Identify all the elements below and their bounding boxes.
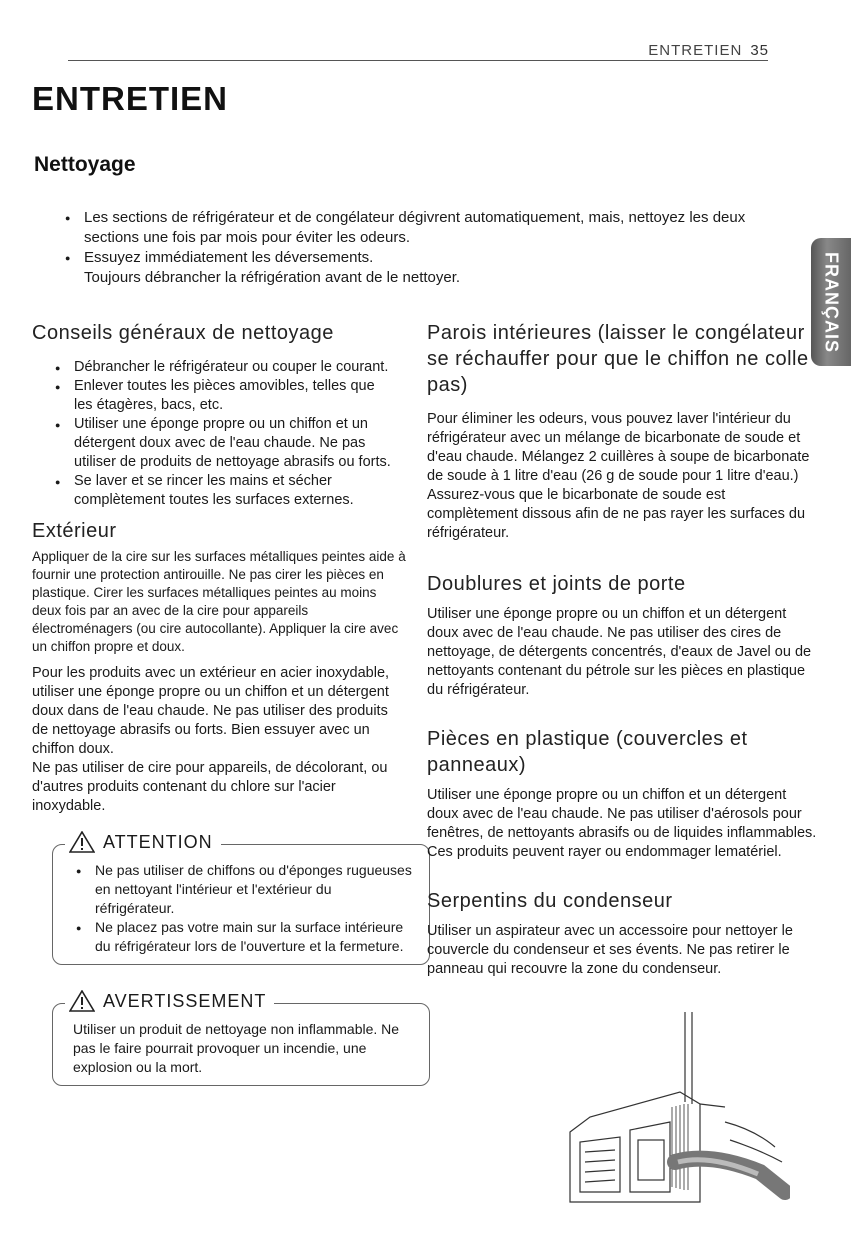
condenser-cleaning-illustration <box>560 1012 790 1212</box>
attention-box <box>52 831 430 965</box>
intro-block <box>62 208 782 303</box>
general-tip: ● Se laver et se rincer les mains et sécher complètement toutes les surfaces externes. <box>52 472 392 510</box>
warning-text: Utiliser un produit de nettoyage non inflammable. Ne pas le faire pourrait provoquer un incendie, une explosion ou la mort. <box>73 1021 400 1075</box>
left-column <box>32 320 412 1086</box>
intro-bullet: ● Essuyez immédiatement les déversements. <box>62 248 782 268</box>
section-subtitle: Nettoyage <box>34 153 136 176</box>
attention-title <box>65 831 221 853</box>
header-rule <box>68 60 768 61</box>
running-header-section: ENTRETIEN <box>648 42 743 59</box>
attention-list <box>73 861 413 956</box>
general-tips-list <box>52 358 392 510</box>
interior-walls-text: Pour éliminer les odeurs, vous pouvez laver l'intérieur du réfrigérateur avec un mélange de bicarbonate de soude et d'eau chaude. Mélangez 2 cuillères à soupe de bicarbonate de soude à 1 litre d'eau (26 g de soude pour 1 litre d'eau.) Assurez-vous que le bicarbonate de soude est complètement dissous afin de ne pas rayer les surfaces du réfrigérateur. <box>427 411 810 541</box>
interior-walls-heading: Parois intérieures (laisser le congélateur se réchauffer pour que le chiffon ne colle pas) <box>427 322 809 396</box>
condenser-coils-heading: Serpentins du condenseur <box>427 890 673 912</box>
general-tip: ● Utiliser une éponge propre ou un chiffon et un détergent doux avec de l'eau chaude. Ne pas utiliser de produits de nettoyage abrasifs ou forts. <box>52 415 392 472</box>
door-gaskets-text: Utiliser une éponge propre ou un chiffon et un détergent doux avec de l'eau chaude. Ne pas utiliser des cires de nettoyage, de détergents concentrés, d'eaux de Javel ou de nettoyants contenant du pétrole sur les pièces en plastique du réfrigérateur. <box>427 606 812 698</box>
exterior-heading: Extérieur <box>32 520 117 542</box>
warning-box <box>52 990 430 1086</box>
exterior-paragraph-1: Appliquer de la cire sur les surfaces métalliques peintes aide à fournir une protection antirouille. Ne pas cirer les pièces en plastique. Cirer les surfaces métalliques peintes au moins deux fois par an avec de la cire pour appareils électroménagers (ou cire autocollante). Appliquer la cire avec un chiffon propre et doux. <box>32 549 406 654</box>
plastic-parts-heading: Pièces en plastique (couvercles et panneaux) <box>427 728 748 776</box>
warning-label: AVERTISSEMENT <box>103 990 267 1011</box>
exterior-paragraph-3: Ne pas utiliser de cire pour appareils, de décolorant, ou d'autres produits contenant du chlore sur l'acier inoxydable. <box>32 760 388 814</box>
page-title: ENTRETIEN <box>32 80 229 117</box>
running-header <box>648 42 769 59</box>
attention-label: ATTENTION <box>103 831 213 852</box>
general-tip: ● Débrancher le réfrigérateur ou couper le courant. <box>52 358 392 377</box>
plastic-parts-text: Utiliser une éponge propre ou un chiffon et un détergent doux avec de l'eau chaude. Ne pas utiliser d'aérosols pour fenêtres, de nettoyants abrasifs ou de liquides inflammables. Ces produits peuvent rayer ou endommager lematériel. <box>427 787 817 860</box>
intro-bullets <box>62 208 782 268</box>
warning-triangle-icon <box>69 831 95 853</box>
condenser-coils-text: Utiliser un aspirateur avec un accessoire pour nettoyer le couvercle du condenseur et ses évents. Ne pas retirer le panneau qui recouvre la zone du condenseur. <box>427 923 793 977</box>
attention-item: ● Ne placez pas votre main sur la surface intérieure du réfrigérateur lors de l'ouverture et la fermeture. <box>73 918 413 956</box>
language-tab <box>811 238 851 366</box>
door-gaskets-heading: Doublures et joints de porte <box>427 573 686 595</box>
general-tips-heading: Conseils généraux de nettoyage <box>32 322 334 344</box>
page-number: 35 <box>750 42 769 59</box>
general-tip: ● Enlever toutes les pièces amovibles, telles que les étagères, bacs, etc. <box>52 377 392 415</box>
language-tab-label: FRANÇAIS <box>821 251 842 353</box>
warning-triangle-icon <box>69 990 95 1012</box>
exterior-paragraph-2: Pour les produits avec un extérieur en acier inoxydable, utiliser une éponge propre ou un chiffon et un détergent doux dans de l'eau chaude. Ne pas utiliser des produits de nettoyage abrasifs ou forts. Bien essuyer avec un chiffon doux. <box>32 665 390 757</box>
right-column <box>427 320 817 979</box>
intro-bullet: ● Les sections de réfrigérateur et de congélateur dégivrent automatiquement, mais, nettoyez les deux sections une fois par mois pour éviter les odeurs. <box>62 208 782 248</box>
attention-item: ● Ne pas utiliser de chiffons ou d'éponges rugueuses en nettoyant l'intérieur et l'extérieur du réfrigérateur. <box>73 861 413 918</box>
intro-note: Toujours débrancher la réfrigération avant de le nettoyer. <box>84 269 461 286</box>
warning-title <box>65 990 274 1012</box>
